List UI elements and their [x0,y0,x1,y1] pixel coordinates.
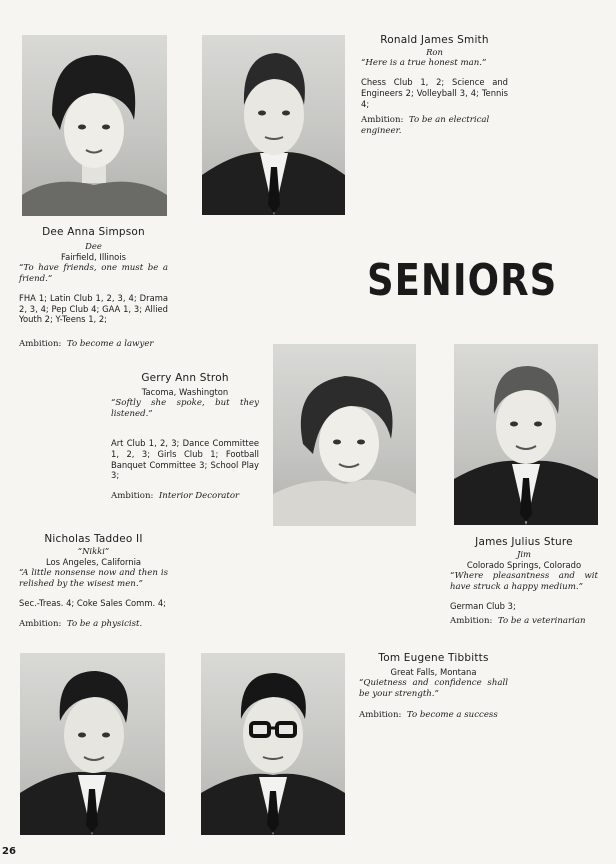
student-ambition [361,115,508,137]
bio-nicholas-taddeo [19,533,168,630]
student-quote: “Here is a true honest man.” [361,58,487,69]
page-heading: SENIORS [367,255,558,306]
student-hometown: Fairfield, Illinois [61,252,126,263]
student-ambition [19,339,168,350]
student-quote: “Softly she spoke, but they listened.” [111,398,259,420]
portrait-boy-suit-icon [454,344,598,525]
student-hometown: Tacoma, Washington [141,387,229,398]
photo-tom-eugene-tibbitts [201,653,345,835]
photo-dee-anna-simpson [22,35,167,216]
student-name: Dee Anna Simpson [42,226,145,238]
student-quote: “To have friends, one must be a friend.” [19,262,168,284]
bio-gerry-ann-stroh [111,372,259,502]
student-ambition [111,491,259,502]
photo-gerry-ann-stroh [273,344,416,526]
student-name: James Julius Sture [475,536,573,548]
ambition-label: Ambition: [19,618,62,629]
portrait-girl-bouffant-icon [22,35,167,216]
student-name: Gerry Ann Stroh [141,372,229,384]
student-activities: Chess Club 1, 2; Science and Engineers 2; Volleyball 3, 4; Tennis 4; [361,77,508,109]
page-number: 26 [2,846,16,857]
photo-james-julius-sture [454,344,598,525]
student-activities: FHA 1; Latin Club 1, 2, 3, 4; Drama 2, 3, 4; Pep Club 4; GAA 1, 3; Allied Youth 2; Y-Teens 1, 2; [19,292,168,325]
student-nickname: Ron [426,47,443,58]
ambition-text: To become a lawyer [66,339,154,350]
ambition-text: To be a physicist. [66,618,143,629]
portrait-boy-suit-icon [20,653,165,835]
student-nickname: Jim [517,549,531,560]
bio-james-julius-sture [450,536,598,627]
student-nickname: Dee [85,241,102,252]
photo-nicholas-taddeo [20,653,165,835]
student-hometown: Los Angeles, California [45,557,142,568]
student-ambition [19,619,168,630]
student-quote: “A little nonsense now and then is relished by the wisest men.” [19,567,168,589]
ambition-text: To be a veterinarian [497,615,586,626]
student-activities: Sec.-Treas. 4; Coke Sales Comm. 4; [19,597,166,608]
ambition-text: To be an electrical engineer. [361,115,490,137]
portrait-boy-glasses-icon [201,653,345,835]
ambition-label: Ambition: [361,115,404,126]
ambition-text: To become a success [406,710,498,721]
student-activities: Art Club 1, 2, 3; Dance Committee 1, 2, 3; Girls Club 1; Football Banquet Committee 3; School Play 3; [111,438,259,481]
bio-tom-eugene-tibbitts [359,652,508,721]
ambition-label: Ambition: [111,491,154,502]
portrait-boy-suit-icon [202,35,345,215]
ambition-label: Ambition: [19,339,62,350]
photo-ronald-james-smith [202,35,345,215]
student-name: Nicholas Taddeo II [44,533,143,545]
bio-ronald-james-smith [361,34,508,137]
student-hometown: Great Falls, Montana [390,667,477,678]
student-nickname: “Nikki” [77,546,110,557]
student-hometown: Colorado Springs, Colorado [466,560,582,571]
bio-dee-anna-simpson [19,226,168,350]
portrait-girl-curly-icon [273,344,416,526]
ambition-label: Ambition: [450,615,493,626]
student-ambition [359,710,508,721]
student-activities: German Club 3; [450,600,516,611]
student-ambition [450,616,598,627]
student-name: Tom Eugene Tibbitts [378,652,489,664]
student-quote: “Quietness and confidence shall be your strength.” [359,678,508,700]
student-quote: “Where pleasantness and wit have struck a happy medium.” [450,570,598,592]
student-name: Ronald James Smith [380,34,489,46]
ambition-label: Ambition: [359,710,402,721]
ambition-text: Interior Decorator [158,491,240,502]
